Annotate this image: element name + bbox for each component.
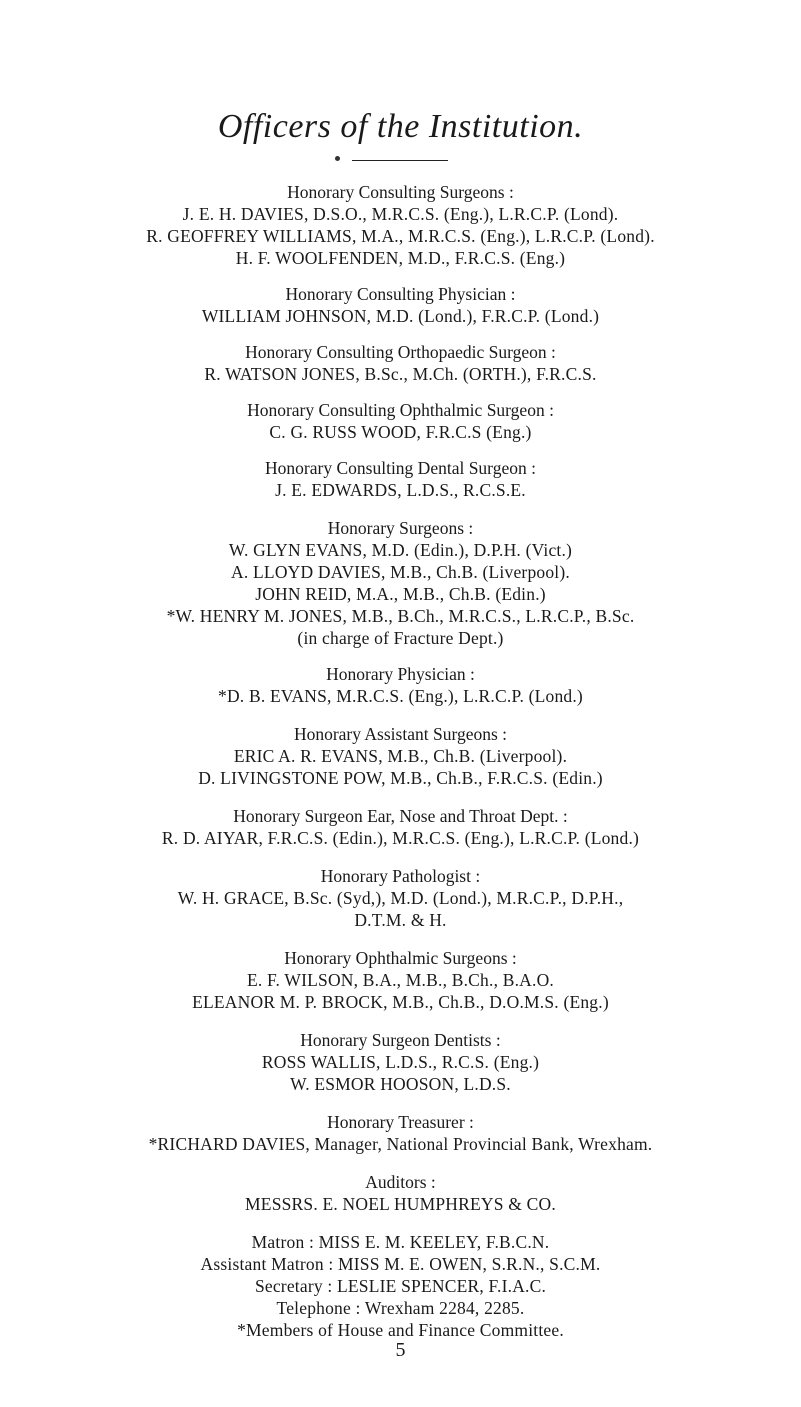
officer-entry: A. LLOYD DAVIES, M.B., Ch.B. (Liverpool). bbox=[231, 562, 570, 582]
page-number: 5 bbox=[395, 1339, 406, 1361]
section-heading: Honorary Consulting Ophthalmic Surgeon : bbox=[247, 400, 554, 420]
officer-entry: *Members of House and Finance Committee. bbox=[237, 1320, 564, 1340]
officer-entry: C. G. RUSS WOOD, F.R.C.S (Eng.) bbox=[269, 422, 532, 442]
officer-entry: WILLIAM JOHNSON, M.D. (Lond.), F.R.C.P. (Lond.) bbox=[201, 306, 600, 326]
officer-entry: JOHN REID, M.A., M.B., Ch.B. (Edin.) bbox=[255, 584, 546, 604]
officer-entry: R. WATSON JONES, B.Sc., M.Ch. (ORTH.), F.R.C.S. bbox=[204, 364, 597, 384]
officer-entry: W. H. GRACE, B.Sc. (Syd,), M.D. (Lond.), M.R.C.P., D.P.H., bbox=[177, 888, 624, 908]
section-heading: Honorary Assistant Surgeons : bbox=[293, 724, 508, 744]
officer-entry: D. LIVINGSTONE POW, M.B., Ch.B., F.R.C.S. (Edin.) bbox=[198, 768, 603, 788]
title-rule bbox=[352, 160, 448, 161]
section-heading: Honorary Ophthalmic Surgeons : bbox=[284, 948, 517, 968]
officer-entry: R. GEOFFREY WILLIAMS, M.A., M.R.C.S. (Eng.), L.R.C.P. (Lond). bbox=[146, 226, 655, 246]
officer-entry: *RICHARD DAVIES, Manager, National Provincial Bank, Wrexham. bbox=[148, 1134, 653, 1154]
section-heading: Honorary Pathologist : bbox=[320, 866, 481, 886]
officer-entry: ELEANOR M. P. BROCK, M.B., Ch.B., D.O.M.S. (Eng.) bbox=[192, 992, 609, 1012]
section-heading: Honorary Consulting Surgeons : bbox=[287, 182, 514, 202]
officer-entry: *W. HENRY M. JONES, M.B., B.Ch., M.R.C.S., L.R.C.P., B.Sc. bbox=[166, 606, 635, 626]
officer-entry: Telephone : Wrexham 2284, 2285. bbox=[276, 1298, 525, 1318]
section-heading: Honorary Treasurer : bbox=[327, 1112, 474, 1132]
officer-entry: (in charge of Fracture Dept.) bbox=[297, 628, 504, 648]
officer-entry: Matron : MISS E. M. KEELEY, F.B.C.N. bbox=[251, 1232, 550, 1252]
section-heading: Honorary Surgeons : bbox=[327, 518, 474, 538]
ink-speck bbox=[335, 156, 340, 161]
officer-entry: R. D. AIYAR, F.R.C.S. (Edin.), M.R.C.S. (Eng.), L.R.C.P. (Lond.) bbox=[161, 828, 640, 848]
page-title: Officers of the Institution. bbox=[217, 108, 584, 145]
officer-entry: Secretary : LESLIE SPENCER, F.I.A.C. bbox=[254, 1276, 547, 1296]
officer-entry: ROSS WALLIS, L.D.S., R.C.S. (Eng.) bbox=[261, 1052, 540, 1072]
section-heading: Honorary Surgeon Ear, Nose and Throat Dept. : bbox=[233, 806, 568, 826]
officer-entry: MESSRS. E. NOEL HUMPHREYS & CO. bbox=[245, 1194, 556, 1214]
officer-entry: ERIC A. R. EVANS, M.B., Ch.B. (Liverpool). bbox=[233, 746, 568, 766]
officer-entry: W. ESMOR HOOSON, L.D.S. bbox=[290, 1074, 511, 1094]
section-heading: Honorary Surgeon Dentists : bbox=[300, 1030, 501, 1050]
officer-entry: J. E. H. DAVIES, D.S.O., M.R.C.S. (Eng.), L.R.C.P. (Lond). bbox=[182, 204, 619, 224]
officer-entry: W. GLYN EVANS, M.D. (Edin.), D.P.H. (Vict.) bbox=[228, 540, 573, 560]
section-heading: Auditors : bbox=[365, 1172, 436, 1192]
section-heading: Honorary Consulting Orthopaedic Surgeon : bbox=[245, 342, 556, 362]
section-heading: Honorary Physician : bbox=[326, 664, 475, 684]
officer-entry: H. F. WOOLFENDEN, M.D., F.R.C.S. (Eng.) bbox=[235, 248, 566, 268]
officer-entry: E. F. WILSON, B.A., M.B., B.Ch., B.A.O. bbox=[246, 970, 554, 990]
officer-entry: *D. B. EVANS, M.R.C.S. (Eng.), L.R.C.P. (Lond.) bbox=[218, 686, 583, 706]
officer-entry: Assistant Matron : MISS M. E. OWEN, S.R.N., S.C.M. bbox=[200, 1254, 601, 1274]
section-heading: Honorary Consulting Physician : bbox=[285, 284, 516, 304]
officer-entry: D.T.M. & H. bbox=[354, 910, 447, 930]
section-heading: Honorary Consulting Dental Surgeon : bbox=[265, 458, 536, 478]
officer-entry: J. E. EDWARDS, L.D.S., R.C.S.E. bbox=[275, 480, 526, 500]
